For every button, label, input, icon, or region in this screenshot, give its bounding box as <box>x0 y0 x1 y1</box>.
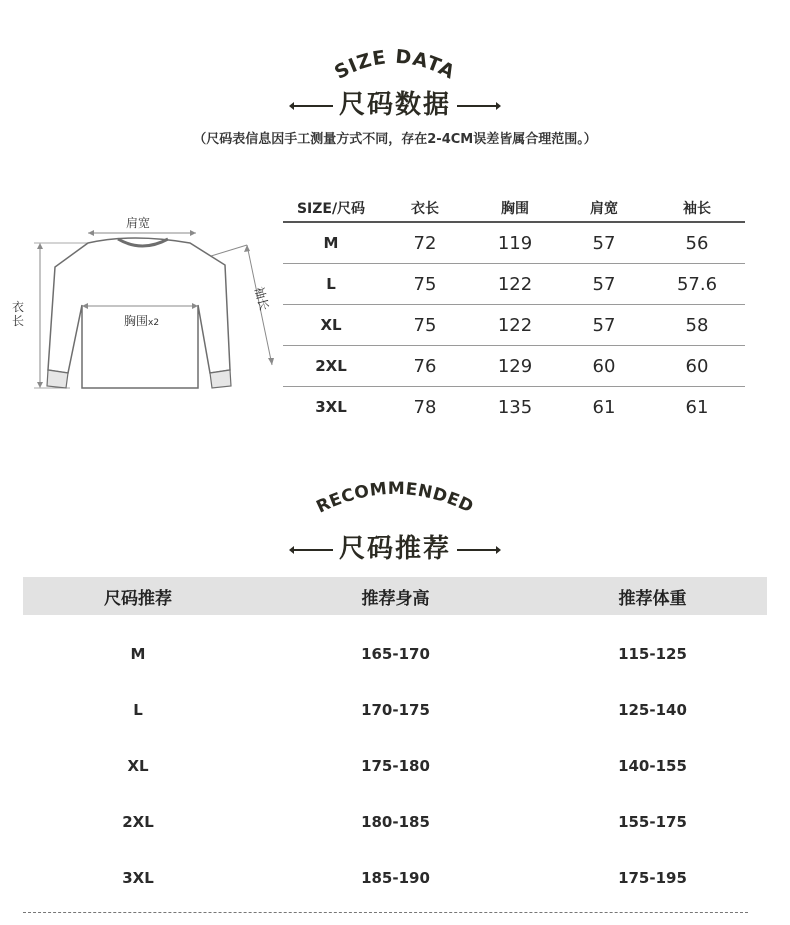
cell-weight: 175-195 <box>618 869 687 887</box>
cell-sleeve: 57.6 <box>676 273 718 295</box>
cell-chest: 122 <box>497 273 533 295</box>
cell-length: 75 <box>413 273 437 295</box>
table-row <box>283 223 745 264</box>
table-row <box>23 738 767 794</box>
recommend-table-header <box>23 577 767 615</box>
table-row <box>23 682 767 738</box>
header-recommend-weight: 推荐体重 <box>618 588 687 609</box>
cell-height: 170-175 <box>361 701 430 719</box>
cell-size: XL <box>320 316 342 334</box>
size-table-header <box>283 195 745 223</box>
header-recommend-height: 推荐身高 <box>361 588 430 609</box>
cell-sleeve: 60 <box>685 355 709 377</box>
cell-weight: 155-175 <box>618 813 687 831</box>
cell-weight: 125-140 <box>618 701 687 719</box>
header-length: 衣长 <box>411 201 439 217</box>
cell-size: 2XL <box>315 357 347 375</box>
cell-height: 185-190 <box>361 869 430 887</box>
sweatshirt-outline-icon <box>10 205 280 405</box>
table-row <box>283 346 745 387</box>
cell-length: 78 <box>413 396 437 418</box>
cell-size: 3XL <box>315 398 347 416</box>
cell-height: 175-180 <box>361 757 430 775</box>
chest-label-text: 胸围 <box>124 314 149 328</box>
size-data-arc-title <box>0 38 790 84</box>
garment-diagram <box>10 205 280 405</box>
cell-size: M <box>130 645 146 663</box>
heading-left-rule <box>293 105 333 107</box>
cell-shoulder: 57 <box>592 314 616 336</box>
cell-size: 2XL <box>122 813 154 831</box>
recommend-heading <box>0 528 790 565</box>
cell-chest: 122 <box>497 314 533 336</box>
cell-sleeve: 61 <box>685 396 709 418</box>
sleeve-label: 袖长 <box>251 285 272 313</box>
recommend-table <box>23 626 767 906</box>
cell-sleeve: 56 <box>685 232 709 254</box>
cell-size: 3XL <box>122 869 154 887</box>
cell-sleeve: 58 <box>685 314 709 336</box>
cell-size: L <box>133 701 143 719</box>
cell-height: 180-185 <box>361 813 430 831</box>
cell-length: 72 <box>413 232 437 254</box>
heading-left-rule <box>293 549 333 551</box>
table-row <box>23 850 767 906</box>
length-label: 衣长 <box>12 300 25 328</box>
shoulder-label: 肩宽 <box>126 216 151 230</box>
size-data-title: 尺码数据 <box>338 90 451 120</box>
svg-text:RECOMMENDED <box>313 479 476 516</box>
size-data-arc-text: SIZE DATA <box>331 45 459 84</box>
cell-height: 165-170 <box>361 645 430 663</box>
table-row <box>283 387 745 427</box>
table-row <box>23 626 767 682</box>
recommended-arc-text: RECOMMENDED <box>313 478 477 516</box>
cell-length: 75 <box>413 314 437 336</box>
heading-right-rule <box>457 549 497 551</box>
cell-chest: 119 <box>497 232 533 254</box>
cell-shoulder: 57 <box>592 232 616 254</box>
chest-multiplier: x2 <box>148 318 160 328</box>
cell-weight: 115-125 <box>618 645 687 663</box>
chest-label <box>124 312 159 329</box>
cell-shoulder: 60 <box>592 355 616 377</box>
cell-chest: 135 <box>497 396 533 418</box>
size-data-heading <box>0 84 790 121</box>
cell-size: M <box>323 234 339 252</box>
cell-shoulder: 61 <box>592 396 616 418</box>
cell-chest: 129 <box>497 355 533 377</box>
svg-text:SIZE DATA <box>331 46 459 84</box>
measurement-note: （尺码表信息因手工测量方式不同，存在2-4CM误差皆属合理范围。） <box>193 132 597 147</box>
header-recommend-size: 尺码推荐 <box>104 588 172 609</box>
cell-weight: 140-155 <box>618 757 687 775</box>
header-sleeve: 袖长 <box>683 201 711 217</box>
table-row <box>283 264 745 305</box>
cell-shoulder: 57 <box>592 273 616 295</box>
bottom-dashed-divider <box>23 912 748 913</box>
cell-size: XL <box>127 757 149 775</box>
size-table <box>283 195 745 427</box>
heading-right-rule <box>457 105 497 107</box>
header-chest: 胸围 <box>501 201 529 217</box>
header-size: SIZE/尺码 <box>296 201 366 217</box>
table-row <box>23 794 767 850</box>
table-row <box>283 305 745 346</box>
cell-length: 76 <box>413 355 437 377</box>
recommend-title: 尺码推荐 <box>338 534 451 564</box>
header-shoulder: 肩宽 <box>590 201 618 217</box>
cell-size: L <box>326 275 336 293</box>
recommended-arc-title <box>0 470 790 516</box>
